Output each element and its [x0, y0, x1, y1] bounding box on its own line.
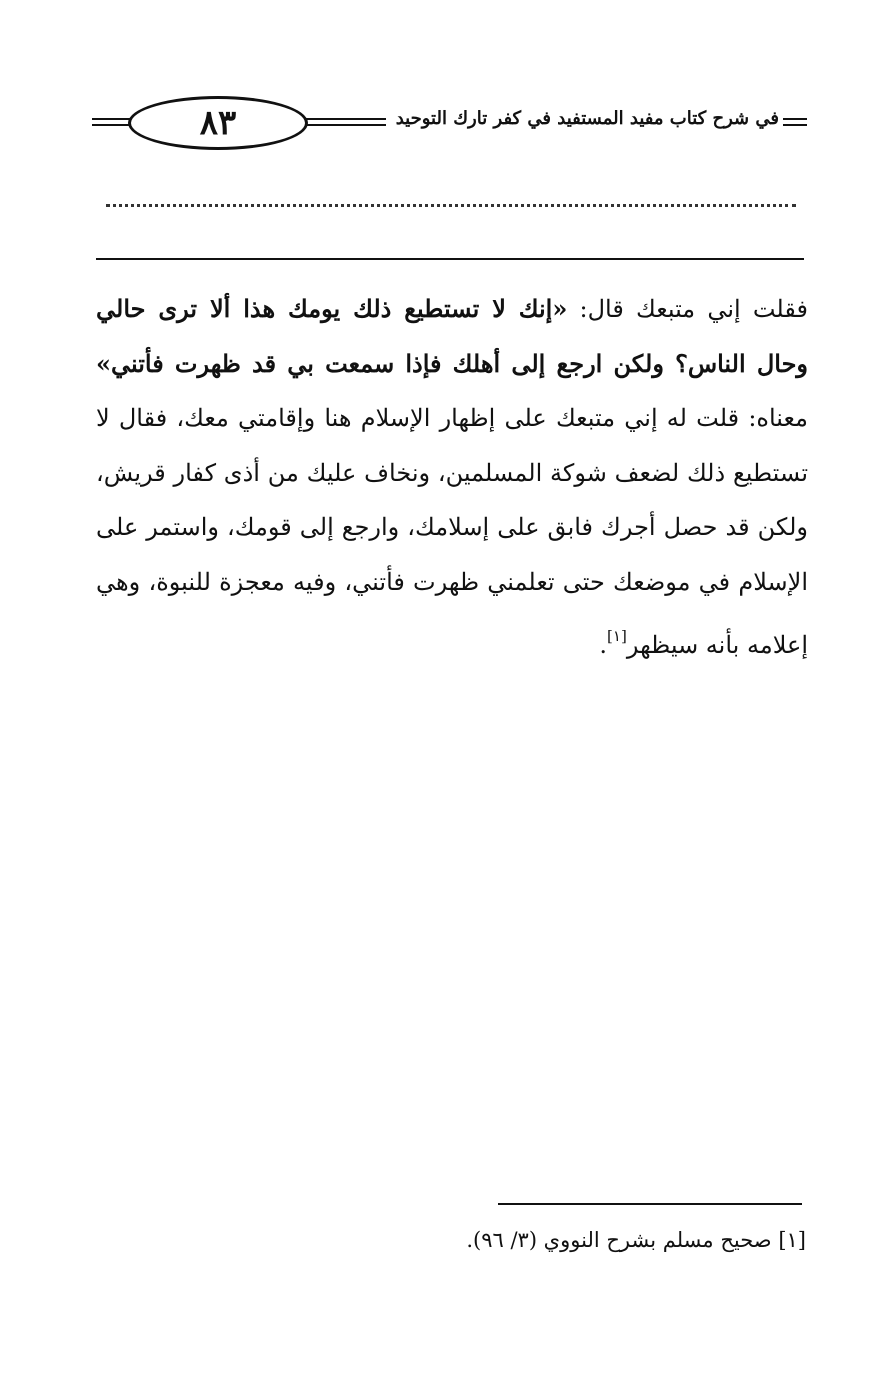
body-paragraph	[96, 282, 808, 673]
header-rule	[306, 124, 386, 126]
page-number: ٨٣	[128, 96, 308, 150]
footnote-reference: [١]	[607, 627, 627, 645]
body-text-end: .	[599, 631, 608, 659]
dotted-separator	[106, 204, 796, 207]
footnote-rule	[498, 1203, 802, 1205]
header-rule	[783, 124, 807, 126]
body-text-part2: معناه: قلت له إني متبعك على إظهار الإسلام هنا وإقامتي معك، فقال لا تستطيع ذلك لضعف شوكة المسلمين، ونخاف عليك من أذى كفار قريش، ولكن قد حصل أجرك فابق على إسلامك، وارجع إلى قومك، واستمر على الإسلام في موضعك حتى تعلمني ظهرت فأتني، وفيه معجزة للنبوة، وهي إعلامه بأنه سيظهر	[96, 404, 808, 659]
header-rule	[92, 118, 130, 120]
footnote-marker: [١]	[778, 1228, 806, 1252]
section-rule	[96, 258, 804, 260]
hadith-quote: «إنك لا تستطيع ذلك يومك هذا ألا ترى حالي وحال الناس؟ ولكن ارجع إلى أهلك فإذا سمعت بي قد ظهرت فأتني»	[96, 294, 808, 378]
footnote-1	[96, 1228, 806, 1252]
footnote-text: صحيح مسلم بشرح النووي (٣/ ٩٦).	[466, 1228, 772, 1252]
page-header	[92, 92, 807, 162]
body-text-part1: فقلت إني متبعك قال:	[567, 295, 808, 323]
header-rule	[783, 118, 807, 120]
header-rule	[92, 124, 130, 126]
running-title: في شرح كتاب مفيد المستفيد في كفر تارك التوحيد	[395, 108, 779, 129]
header-rule	[306, 118, 386, 120]
